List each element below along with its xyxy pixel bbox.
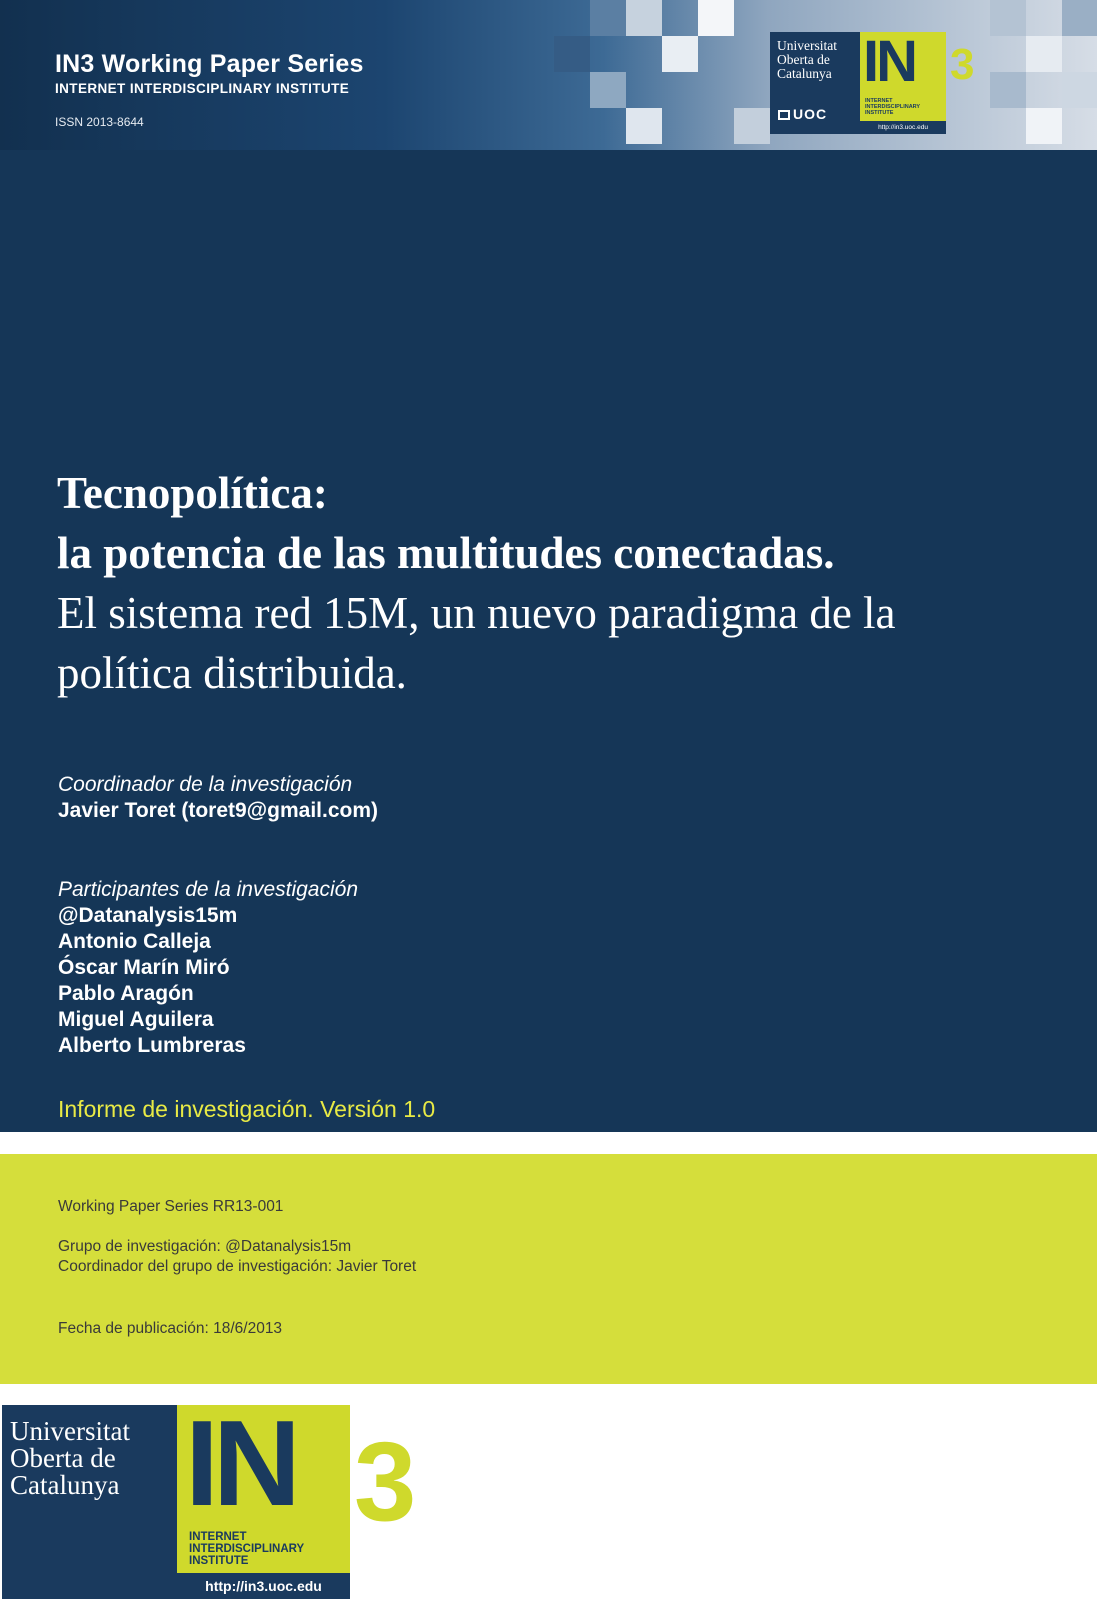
uoc-mark: UOC [778, 106, 827, 122]
in-wordmark-large: IN [185, 1395, 295, 1531]
subtitle-line-2: política distribuida. [57, 648, 407, 698]
in3-url-large: http://in3.uoc.edu [177, 1573, 350, 1599]
university-name-large: Universitat Oberta de Catalunya [10, 1416, 130, 1500]
uoc-logo-panel-large [2, 1405, 177, 1599]
participant-name: Alberto Lumbreras [58, 1034, 246, 1057]
uoc-in3-logo-small [770, 29, 975, 134]
university-name: Universitat Oberta de Catalunya [777, 38, 837, 81]
publication-info-panel [0, 1154, 1097, 1384]
in3-logo-panel-large [177, 1395, 350, 1599]
subtitle-line-1: El sistema red 15M, un nuevo paradigma de la [57, 588, 896, 638]
in3-url: http://in3.uoc.edu [860, 121, 946, 134]
in3-subtitle: INTERNET INTERDISCIPLINARY INSTITUTE [865, 98, 921, 116]
participant-name: Pablo Aragón [58, 982, 194, 1005]
in-wordmark: IN [863, 29, 915, 94]
coordinator-name: Javier Toret (toret9@gmail.com) [58, 799, 379, 822]
participant-name: @Datanalysis15m [58, 904, 238, 927]
coordinator-section [58, 772, 378, 824]
in3-subtitle-large: INTERNET INTERDISCIPLINARY INSTITUTE [189, 1531, 305, 1567]
publication-date: Fecha de publicación: 18/6/2013 [58, 1320, 283, 1337]
banner-text [55, 50, 364, 129]
title-line-1: Tecnopolítica: [57, 468, 328, 518]
report-version: Informe de investigación. Versión 1.0 [58, 1096, 436, 1122]
issn: ISSN 2013-8644 [55, 115, 144, 129]
participant-name: Miguel Aguilera [58, 1008, 214, 1031]
institute-name: INTERNET INTERDISCIPLINARY INSTITUTE [55, 81, 350, 96]
cover-main-panel [0, 150, 1097, 1132]
participant-name: Antonio Calleja [58, 930, 211, 953]
three-wordmark: 3 [950, 40, 975, 89]
series-number: Working Paper Series RR13-001 [58, 1198, 284, 1215]
participants-section [58, 877, 358, 1059]
three-wordmark-large: 3 [354, 1419, 417, 1544]
uoc-square-icon [778, 110, 790, 120]
uoc-in3-logo-large [2, 1395, 447, 1599]
coordinator-heading: Coordinador de la investigación [58, 773, 353, 796]
series-title: IN3 Working Paper Series [55, 50, 364, 78]
header-banner [0, 0, 1097, 150]
in3-logo-panel [860, 29, 946, 134]
research-group: Grupo de investigación: @Datanalysis15m [58, 1238, 352, 1255]
title-line-2: la potencia de las multitudes conectadas. [57, 528, 835, 578]
paper-title [57, 463, 1067, 703]
participant-name: Óscar Marín Miró [58, 956, 230, 979]
participants-heading: Participantes de la investigación [58, 878, 359, 901]
uoc-logo-panel [770, 32, 860, 134]
group-coordinator: Coordinador del grupo de investigación: Javier Toret [58, 1258, 417, 1275]
